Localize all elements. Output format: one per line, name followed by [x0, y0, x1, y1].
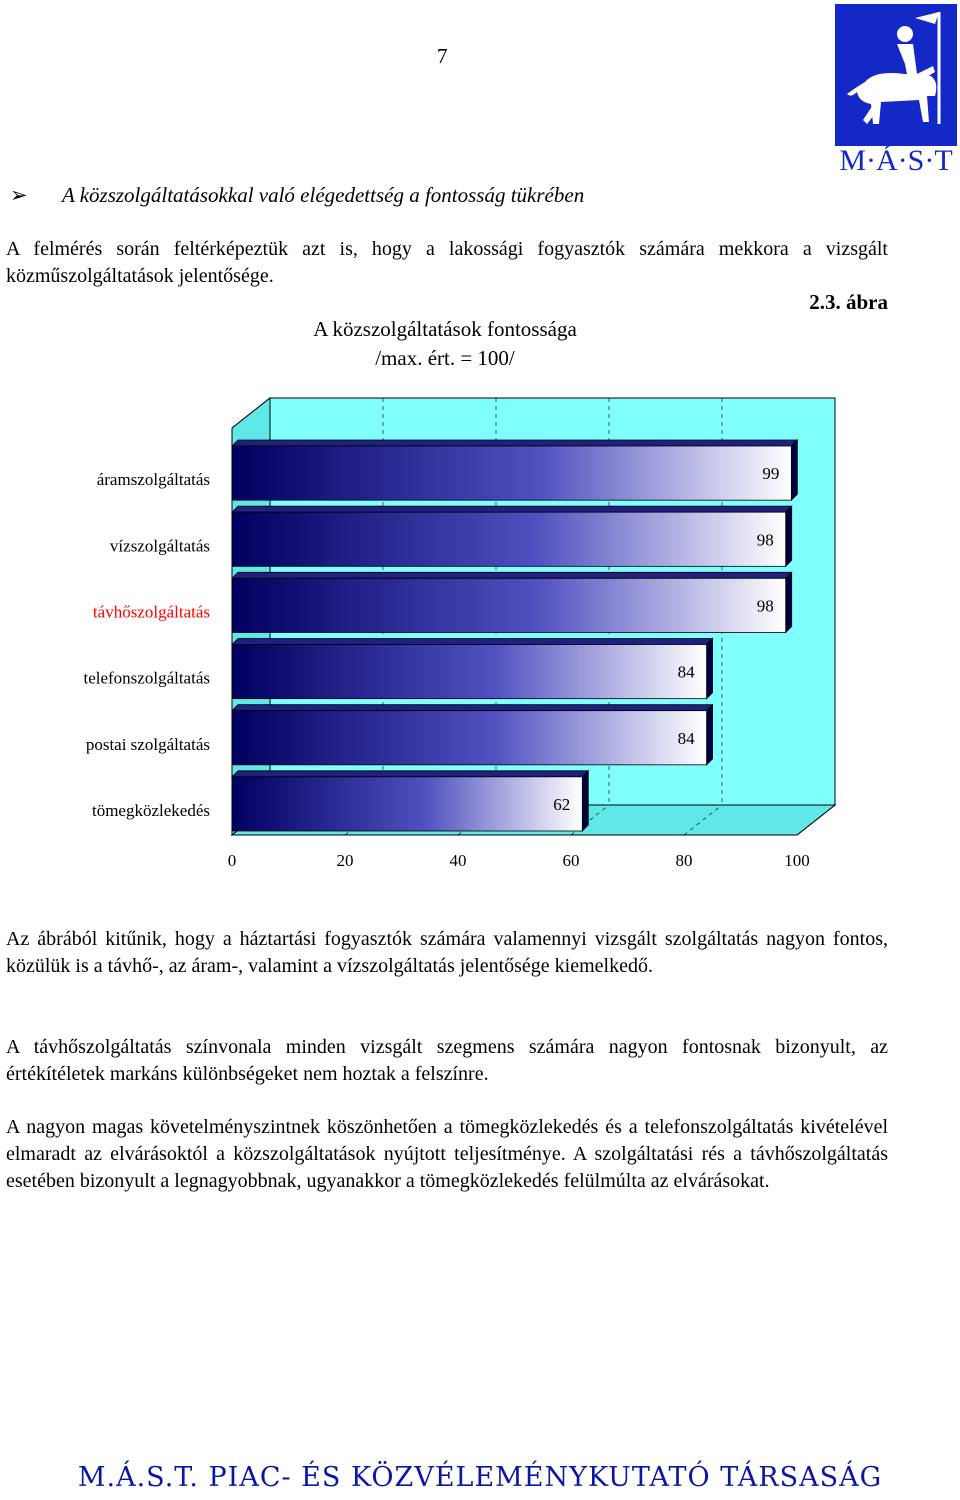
bar-end-face	[582, 771, 588, 831]
intro-paragraph: A felmérés során feltérképeztük azt is, hogy a lakossági fogyasztók számára mekkora a vizsgált közműszolgáltatások jelentősége.	[6, 238, 888, 287]
bar	[232, 446, 791, 500]
bar-value-label: 84	[677, 728, 695, 748]
x-tick-label: 80	[675, 851, 693, 870]
bar-value-label: 98	[756, 596, 774, 616]
mast-logo	[835, 4, 957, 176]
bar-end-face	[707, 705, 713, 765]
bar-end-face	[786, 572, 792, 632]
footer-company-name: M.Á.S.T. PIAC- ÉS KÖZVÉLEMÉNYKUTATÓ TÁRSASÁG	[77, 1462, 883, 1493]
bar-top-face	[232, 506, 792, 512]
bar	[232, 711, 707, 765]
bar	[232, 512, 786, 566]
category-label: postai szolgáltatás	[85, 734, 210, 754]
category-label: távhőszolgáltatás	[92, 602, 210, 622]
bar-chart-svg	[0, 390, 900, 890]
bar-top-face	[232, 639, 713, 645]
x-tick-label: 0	[227, 851, 237, 870]
category-label: vízszolgáltatás	[109, 536, 210, 556]
logo-text: M·Á·S·T	[839, 144, 953, 176]
x-tick-label: 20	[336, 851, 354, 870]
centaur-logo-icon	[835, 4, 957, 176]
bar	[232, 578, 786, 632]
x-tick-label: 100	[784, 851, 810, 870]
bar	[232, 645, 707, 699]
chart-title: A közszolgáltatások fontossága	[313, 317, 577, 341]
bar-end-face	[786, 506, 792, 566]
bar-top-face	[232, 572, 792, 578]
figure-number: 2.3. ábra	[809, 290, 888, 314]
paragraph-3: A nagyon magas követelményszintnek köszönhetően a tömegközlekedés és a telefonszolgáltatás kivételével elmaradt az elvárásoktól a közszolgáltatások nyújtott teljesítménye. A szolgáltatási rés a távhőszolgáltatás esetében bizonyult a legnagyobbnak, ugyanakkor a tömegközlekedés felülmúlta az elvárásokat.	[6, 1116, 888, 1192]
bar-value-label: 62	[553, 794, 571, 814]
category-label: telefonszolgáltatás	[83, 668, 210, 688]
bar-end-face	[791, 440, 797, 500]
paragraph-2: A távhőszolgáltatás színvonala minden vizsgált szegmens számára nagyon fontosnak bizonyult, az értékítéletek markáns különbségeket nem hoztak a felszínre.	[6, 1036, 888, 1085]
arrow-bullet-icon: ➢	[10, 183, 28, 207]
x-tick-label: 60	[562, 851, 580, 870]
section-heading	[10, 183, 584, 208]
bar-top-face	[232, 440, 797, 446]
bar-top-face	[232, 771, 588, 777]
bar-value-label: 84	[677, 662, 695, 682]
bar-value-label: 98	[756, 530, 774, 550]
bar-chart	[0, 390, 900, 890]
category-label: tömegközlekedés	[91, 800, 210, 820]
paragraph-1: Az ábrából kitűnik, hogy a háztartási fogyasztók számára valamennyi vizsgált szolgáltatás nagyon fontos, közülük is a távhő-, az áram-, valamint a vízszolgáltatás jelentősége kiemelkedő.	[6, 928, 888, 977]
chart-subtitle: /max. ért. = 100/	[375, 346, 515, 370]
bar-top-face	[232, 705, 713, 711]
section-heading-text: A közszolgáltatásokkal való elégedettség a fontosság tükrében	[62, 183, 585, 207]
bar-value-label: 99	[762, 464, 780, 484]
page-number: 7	[437, 44, 448, 68]
bar-end-face	[707, 639, 713, 699]
bar	[232, 777, 582, 831]
x-tick-label: 40	[449, 851, 467, 870]
category-label: áramszolgáltatás	[96, 470, 210, 490]
